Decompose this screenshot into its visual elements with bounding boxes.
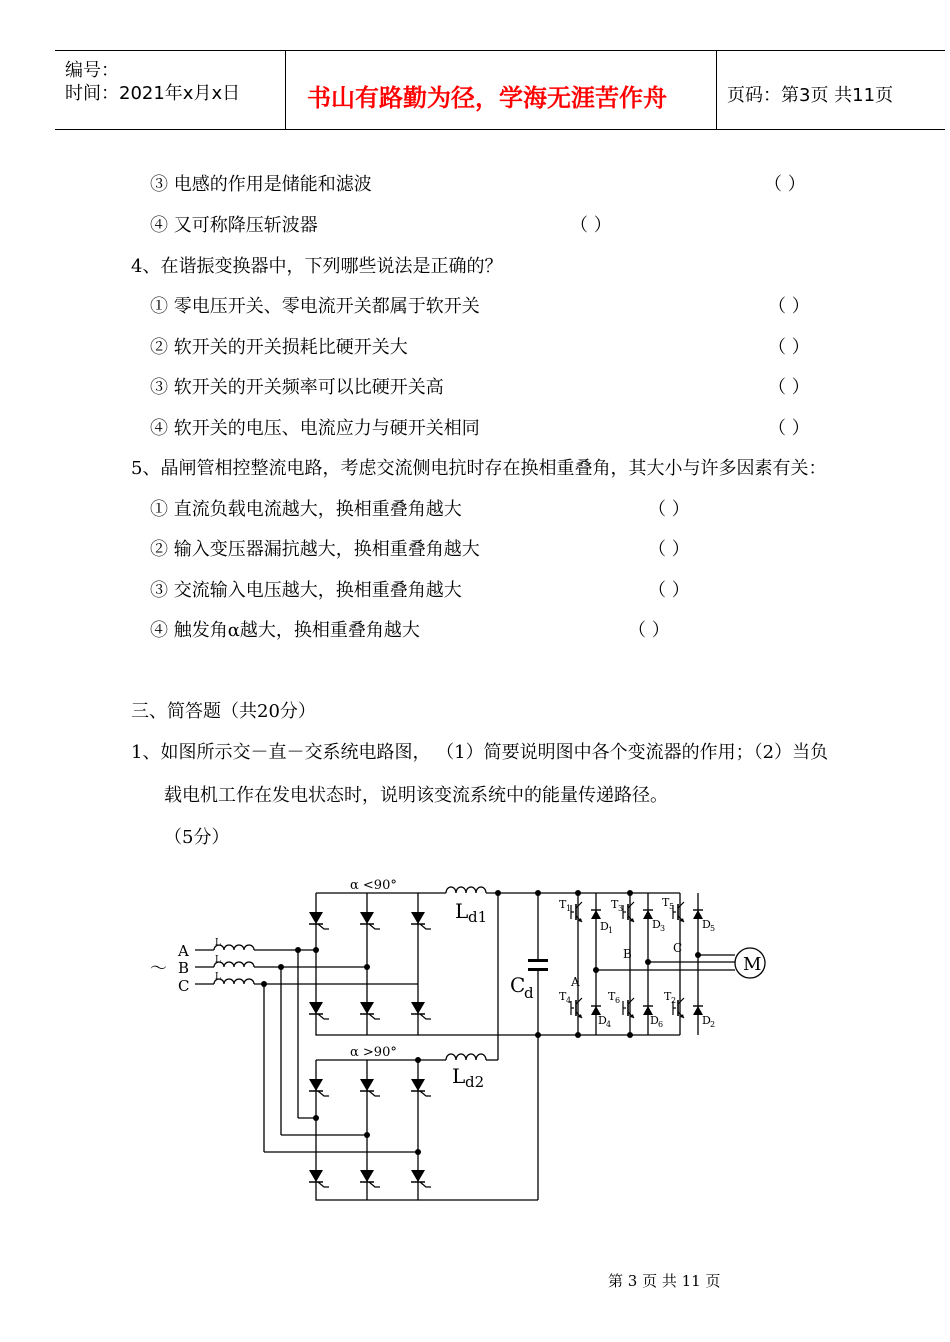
inductor-lb-label: L bbox=[215, 955, 221, 965]
igbt-t5-label: T bbox=[662, 896, 670, 909]
igbt-t4-label: T bbox=[559, 990, 567, 1003]
igbt-t1-sub: 1 bbox=[566, 904, 572, 913]
igbt-t1-label: T bbox=[559, 898, 567, 911]
section-3-q1-score: （5分） bbox=[164, 827, 230, 848]
q4-stem: 4、在谐振变换器中，下列哪些说法是正确的？ bbox=[131, 256, 503, 277]
diode-d6-sub: 6 bbox=[658, 1020, 664, 1029]
phase-a-label: A bbox=[178, 942, 189, 960]
alpha-top-label: α <90° bbox=[350, 878, 397, 893]
q4-item-2-answer: （ ） bbox=[768, 337, 810, 358]
diode-d3-sub: 3 bbox=[660, 924, 666, 933]
ac-source-symbol: ～ bbox=[150, 959, 167, 979]
diode-d4-sub: 4 bbox=[606, 1020, 612, 1029]
q3-item-4-answer: （ ） bbox=[570, 215, 612, 236]
capacitor-cd-label: C bbox=[510, 973, 526, 997]
diode-d1-sub: 1 bbox=[608, 926, 614, 935]
inductor-ld1-label: L bbox=[455, 899, 469, 923]
section-3-q1-line1: 1、如图所示交－直－交系统电路图， （1）简要说明图中各个变流器的作用；（2）当负 bbox=[131, 742, 829, 763]
motor-label: M bbox=[743, 954, 762, 975]
igbt-t6-sub: 6 bbox=[615, 996, 621, 1005]
igbt-t5-sub: 5 bbox=[669, 902, 675, 911]
diode-d5-label: D bbox=[702, 918, 711, 931]
inductor-la-label: L bbox=[215, 938, 221, 948]
section-3-title: 三、简答题（共20分） bbox=[131, 701, 316, 722]
diode-d6-label: D bbox=[650, 1014, 659, 1027]
phase-c-label: C bbox=[178, 977, 190, 995]
capacitor-cd-sub: d bbox=[524, 984, 534, 1002]
q4-item-1-answer: （ ） bbox=[768, 296, 810, 317]
node-b-label: B bbox=[623, 947, 632, 961]
section-3-q1-line2: 载电机工作在发电状态时，说明该变流系统中的能量传递路径。 bbox=[164, 785, 668, 806]
igbt-t4-sub: 4 bbox=[566, 996, 572, 1005]
q5-item-3-answer: （ ） bbox=[648, 580, 690, 601]
q3-item-3: ③ 电感的作用是储能和滤波 bbox=[150, 174, 372, 195]
diode-d2-sub: 2 bbox=[710, 1020, 716, 1029]
q5-item-1-answer: （ ） bbox=[648, 499, 690, 520]
q5-item-1: ① 直流负载电流越大，换相重叠角越大 bbox=[150, 499, 462, 520]
q3-item-3-answer: （ ） bbox=[764, 174, 806, 195]
igbt-t3-sub: 3 bbox=[618, 904, 624, 913]
inductor-lc-label: L bbox=[215, 972, 221, 982]
q4-item-2: ② 软开关的开关损耗比硬开关大 bbox=[150, 337, 408, 358]
igbt-t2-label: T bbox=[664, 990, 672, 1003]
phase-b-label: B bbox=[178, 959, 190, 977]
page-footer: 第 3 页 共 11 页 bbox=[608, 1272, 721, 1290]
diode-d1-label: D bbox=[600, 920, 609, 933]
diode-d2-label: D bbox=[702, 1014, 711, 1027]
igbt-t3-label: T bbox=[611, 898, 619, 911]
inductor-ld1-sub: d1 bbox=[468, 908, 488, 926]
q4-item-1: ① 零电压开关、零电流开关都属于软开关 bbox=[150, 296, 480, 317]
header-time-label: 时间：2021年x月x日 bbox=[65, 83, 241, 104]
node-c-label: C bbox=[673, 941, 683, 955]
q4-item-3-answer: （ ） bbox=[768, 377, 810, 398]
q5-item-2-answer: （ ） bbox=[648, 539, 690, 560]
diode-d5-sub: 5 bbox=[710, 924, 716, 933]
q3-item-4: ④ 又可称降压斩波器 bbox=[150, 215, 318, 236]
q5-item-3: ③ 交流输入电压越大，换相重叠角越大 bbox=[150, 580, 462, 601]
inductor-ld2-label: L bbox=[452, 1064, 466, 1088]
q5-item-4: ④ 触发角α越大，换相重叠角越大 bbox=[150, 620, 420, 641]
diode-d4-label: D bbox=[598, 1014, 607, 1027]
q5-stem: 5、晶闸管相控整流电路，考虑交流侧电抗时存在换相重叠角，其大小与许多因素有关： bbox=[131, 458, 827, 479]
node-a-label: A bbox=[571, 975, 580, 989]
inductor-ld2-sub: d2 bbox=[465, 1073, 485, 1091]
q4-item-4-answer: （ ） bbox=[768, 418, 810, 439]
header-motto: 书山有路勤为径，学海无涯苦作舟 bbox=[307, 83, 667, 112]
q4-item-3: ③ 软开关的开关频率可以比硬开关高 bbox=[150, 377, 444, 398]
header-page-info: 页码：第3页 共11页 bbox=[727, 85, 894, 106]
q5-item-4-answer: （ ） bbox=[628, 620, 670, 641]
q5-item-2: ② 输入变压器漏抗越大，换相重叠角越大 bbox=[150, 539, 480, 560]
q4-item-4: ④ 软开关的电压、电流应力与硬开关相同 bbox=[150, 418, 480, 439]
alpha-bottom-label: α >90° bbox=[350, 1045, 397, 1060]
igbt-t6-label: T bbox=[608, 990, 616, 1003]
header-number-label: 编号： bbox=[65, 60, 119, 81]
igbt-t2-sub: 2 bbox=[671, 996, 677, 1005]
diode-d3-label: D bbox=[652, 918, 661, 931]
